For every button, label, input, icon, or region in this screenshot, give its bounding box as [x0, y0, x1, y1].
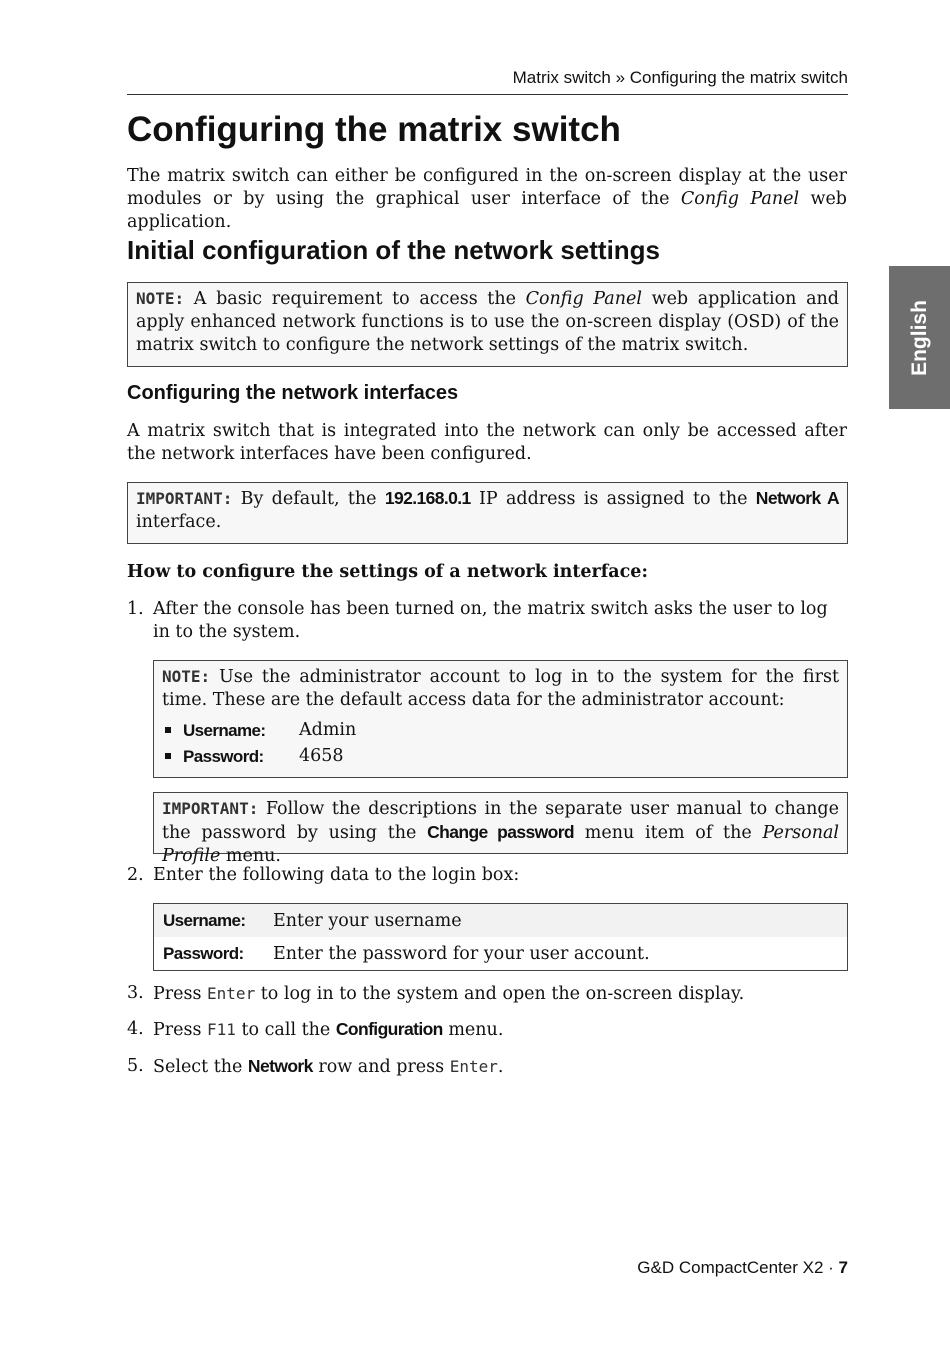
language-tab: [889, 266, 950, 409]
running-header: [127, 68, 848, 95]
note-text: A basic requirement to access the: [184, 289, 526, 309]
step-number: 1.: [127, 599, 144, 619]
table-row: [154, 904, 848, 938]
table-row: [154, 937, 848, 971]
intro-text-end: web application.: [127, 189, 848, 232]
step-text-part: .: [497, 1057, 504, 1077]
step-text-part: Press: [153, 1020, 208, 1040]
important-label: IMPORTANT:: [136, 489, 233, 508]
important-box: [127, 482, 848, 544]
page-title: Configuring the matrix switch: [127, 110, 621, 149]
row-name: Network: [247, 1056, 313, 1076]
subsection-heading: Configuring the network interfaces: [127, 382, 459, 404]
note-label: NOTE:: [136, 289, 185, 308]
username-value: Admin: [299, 719, 357, 740]
step-3: [127, 982, 847, 1006]
step-text: [153, 1018, 847, 1042]
menu-item-name: Change password: [427, 822, 575, 842]
network-paragraph: A matrix switch that is integrated into the network can only be accessed after the network interfaces have been configured.: [127, 421, 847, 464]
key-name: Enter: [449, 1057, 498, 1076]
note-label: NOTE:: [162, 667, 211, 686]
bullet-icon: [165, 753, 171, 759]
important-text-2: menu item of the: [574, 823, 763, 843]
intro-app-name: Config Panel: [680, 189, 800, 209]
table-value: Enter your username: [264, 904, 848, 938]
key-name: Enter: [207, 984, 256, 1003]
header-text: Matrix switch » Configuring the matrix switch: [512, 68, 848, 87]
table-key: Password:: [163, 943, 244, 963]
table-value: Enter the password for your user account.: [273, 943, 650, 964]
procedure-heading: How to configure the settings of a network interface:: [127, 562, 648, 582]
intro-text: The matrix switch can either be configured in the on-screen display at the user modules or by using the graphical user interface of the: [127, 166, 847, 209]
section-heading: Initial configuration of the network settings: [127, 235, 661, 265]
ip-address: 192.168.0.1: [384, 488, 471, 508]
password-value: 4658: [299, 745, 344, 766]
username-label: Username:: [183, 720, 266, 740]
step-text-part: Press: [153, 984, 208, 1004]
step-number: 4.: [127, 1019, 144, 1039]
table-key: Username:: [154, 904, 265, 938]
bullet-icon: [165, 727, 171, 733]
step-text-part: to call the: [235, 1020, 336, 1040]
menu-name: Personal Profile: [162, 823, 839, 866]
important-label: IMPORTANT:: [162, 799, 259, 818]
step-text-part: to log in to the system and open the on-screen display.: [255, 984, 745, 1004]
password-label: Password:: [183, 746, 264, 766]
note-app-name: Config Panel: [525, 289, 642, 309]
page-footer: [637, 1258, 848, 1278]
password-item: [162, 743, 839, 769]
important-text-2: IP address is assigned to the: [470, 489, 756, 509]
step-number: 3.: [127, 983, 144, 1003]
note-text: Use the administrator account to log in to the system for the first time. These are the default access data for the administrator account:: [162, 667, 839, 710]
login-data-table: [153, 903, 848, 971]
step-1: [127, 598, 847, 644]
language-tab-label: English: [907, 299, 931, 376]
step-text: [153, 1055, 847, 1079]
important-text: By default, the: [232, 489, 385, 509]
menu-name: Configuration: [335, 1019, 443, 1039]
step-text: Enter the following data to the login box:: [153, 865, 520, 885]
important-password-box: [153, 792, 848, 866]
important-text-3: menu.: [220, 846, 281, 866]
interface-name: Network A: [755, 488, 840, 508]
note-box: [127, 282, 848, 367]
step-4: [127, 1018, 847, 1042]
important-text: Follow the descriptions in the separate user manual to change the password by using the: [162, 799, 839, 843]
step-text-part: row and press: [312, 1057, 450, 1077]
step-2: [127, 864, 847, 887]
note-credentials-box: [153, 660, 848, 778]
step-number: 5.: [127, 1056, 144, 1076]
step-text-part: Select the: [153, 1057, 248, 1077]
username-item: [162, 717, 839, 743]
step-text: After the console has been turned on, the matrix switch asks the user to log in to the system.: [153, 599, 828, 642]
step-number: 2.: [127, 865, 144, 885]
step-text: [153, 982, 847, 1006]
page-number: 7: [838, 1258, 848, 1277]
product-name: G&D CompactCenter X2 ·: [637, 1258, 839, 1277]
step-text-part: menu.: [442, 1020, 504, 1040]
key-name: F11: [207, 1020, 236, 1039]
note-text-end: web application and apply enhanced network functions is to use the on-screen display (OSD) of the matrix switch to configure the network settings of the matrix switch.: [136, 289, 839, 355]
important-text-3: interface.: [136, 512, 222, 532]
step-5: [127, 1055, 847, 1079]
intro-paragraph: [127, 165, 847, 234]
